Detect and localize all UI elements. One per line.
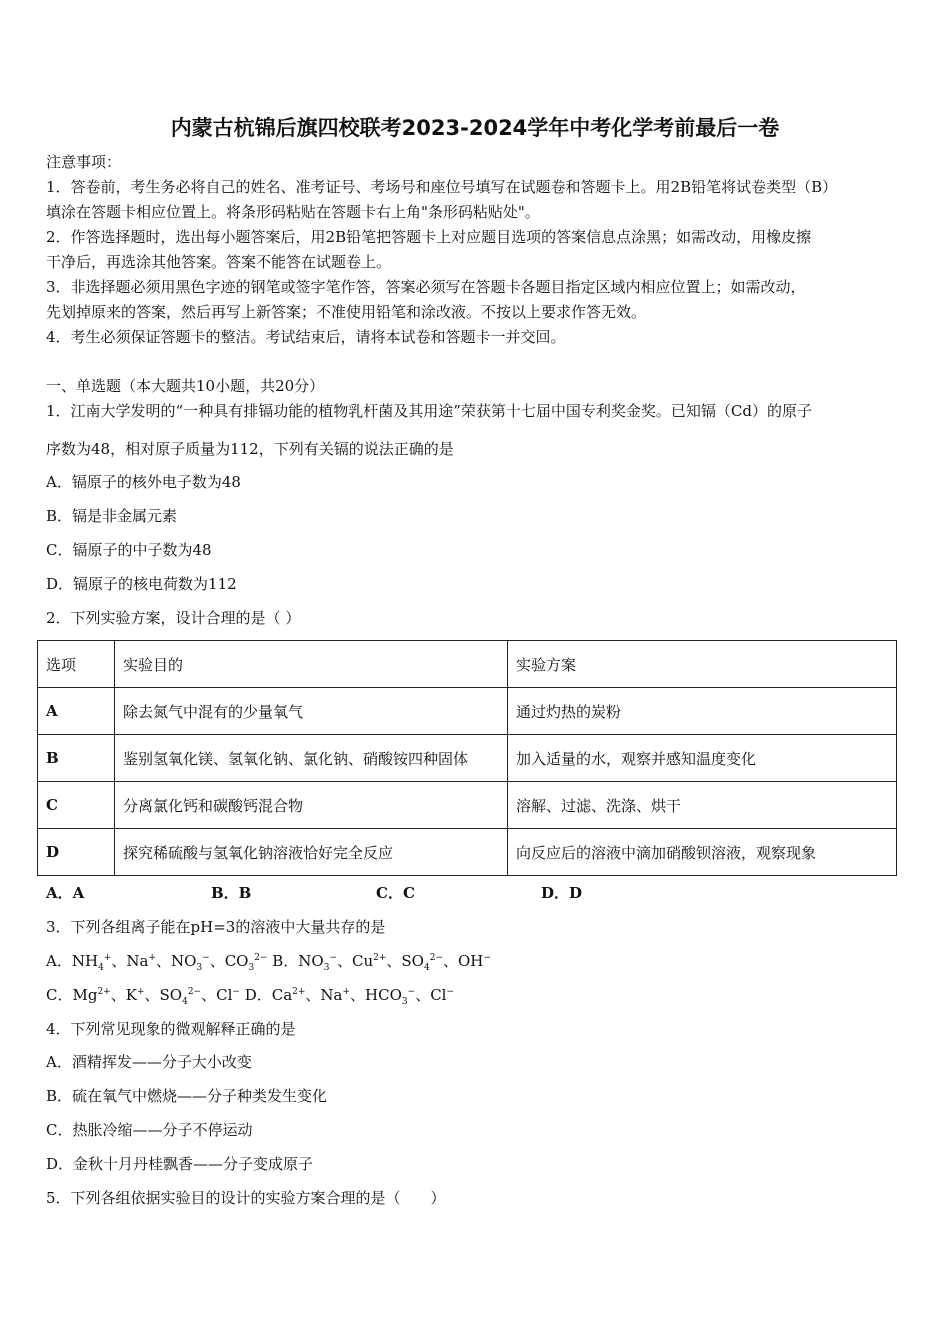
table-row [38, 782, 897, 829]
superscript: 2− [187, 987, 202, 997]
table-cell: D [38, 829, 115, 876]
q5-stem: 5．下列各组依据实验目的设计的实验方案合理的是（ ） [46, 1189, 446, 1207]
text: A． [46, 952, 72, 970]
notice-line: 干净后，再选涂其他答案。答案不能答在试题卷上。 [46, 253, 392, 271]
q1-stem: 1．江南大学发明的“一种具有排镉功能的植物乳杆菌及其用途”荣获第十七届中国专利奖金奖。已知镉（Cd）的原子 [46, 402, 812, 420]
superscript: − [483, 953, 491, 963]
text: 、HCO [350, 986, 402, 1004]
q2-choice-b: B．B [211, 884, 252, 902]
text: B．NO [267, 952, 324, 970]
table-cell: 除去氮气中混有的少量氧气 [115, 688, 508, 735]
table-header: 选项 [38, 641, 115, 688]
table-cell: 加入适量的水，观察并感知温度变化 [508, 735, 897, 782]
text: 、K [110, 986, 137, 1004]
q3-options-cd [46, 985, 454, 1005]
text: NH [71, 952, 99, 970]
text: 、Na [305, 986, 343, 1004]
superscript: − [232, 987, 240, 997]
table-row [38, 829, 897, 876]
subscript: 3 [196, 963, 203, 973]
text: 、SO [386, 952, 424, 970]
text: 、Cl [201, 986, 233, 1004]
subscript: 4 [98, 963, 104, 973]
table-row [38, 735, 897, 782]
q3-stem: 3．下列各组离子能在pH=3的溶液中大量共存的是 [46, 918, 386, 936]
text: C．Mg [46, 986, 98, 1004]
superscript: 2+ [292, 987, 306, 997]
superscript: 2− [254, 953, 268, 963]
text: 、Cu [336, 952, 374, 970]
notice-line: 先划掉原来的答案，然后再写上新答案；不准使用铅笔和涂改液。不按以上要求作答无效。 [46, 303, 647, 321]
exam-title: 内蒙古杭锦后旗四校联考2023-2024学年中考化学考前最后一卷 [170, 116, 780, 140]
table-cell: 通过灼热的炭粉 [508, 688, 897, 735]
q4-option-a: A．酒精挥发——分子大小改变 [46, 1053, 252, 1071]
superscript: − [202, 953, 210, 963]
notice-line: 3．非选择题必须用黑色字迹的钢笔或签字笔作答，答案必须写在答题卡各题目指定区域内相应位置上；如需改动， [46, 278, 806, 296]
q4-option-b: B．硫在氧气中燃烧——分子种类发生变化 [46, 1087, 328, 1105]
superscript: + [148, 953, 156, 963]
table-header: 实验目的 [115, 641, 508, 688]
table-cell: 探究稀硫酸与氢氧化钠溶液恰好完全反应 [115, 829, 508, 876]
table-cell: C [38, 782, 115, 829]
text: 、Na [111, 952, 149, 970]
subscript: 4 [182, 997, 188, 1007]
subscript: 4 [423, 963, 430, 973]
text: 、NO [155, 952, 197, 970]
superscript: 2+ [373, 953, 387, 963]
q4-stem: 4．下列常见现象的微观解释正确的是 [46, 1020, 296, 1038]
table-header: 实验方案 [508, 641, 897, 688]
superscript: − [329, 953, 337, 963]
table-row [38, 688, 897, 735]
notice-line: 4．考生必须保证答题卡的整洁。考试结束后，请将本试卷和答题卡一并交回。 [46, 328, 566, 346]
q1-option-c: C．镉原子的中子数为48 [46, 541, 212, 559]
q4-option-d: D．金秋十月丹桂飘香——分子变成原子 [46, 1155, 314, 1173]
q2-choice-d: D．D [541, 884, 583, 902]
text: 、SO [144, 986, 183, 1004]
q2-stem: 2．下列实验方案，设计合理的是（ ） [46, 609, 301, 627]
text: D．Ca [239, 986, 293, 1004]
superscript: + [136, 987, 145, 997]
subscript: 3 [248, 963, 255, 973]
superscript: − [446, 987, 455, 997]
text: 、OH [443, 952, 484, 970]
q2-choice-c: C．C [376, 884, 415, 902]
table-header-row [38, 641, 897, 688]
text: 、CO [209, 952, 249, 970]
table-cell: B [38, 735, 115, 782]
q1-option-b: B．镉是非金属元素 [46, 507, 178, 525]
table-cell: 分离氯化钙和碳酸钙混合物 [115, 782, 508, 829]
notice-heading: 注意事项： [46, 153, 122, 171]
q2-choice-a: A．A [46, 884, 85, 902]
superscript: 2+ [97, 987, 111, 997]
table-cell: A [38, 688, 115, 735]
section-heading: 一、单选题（本大题共10小题，共20分） [46, 377, 325, 395]
subscript: 3 [401, 997, 408, 1007]
superscript: + [342, 987, 351, 997]
table-cell: 溶解、过滤、洗涤、烘干 [508, 782, 897, 829]
subscript: 3 [323, 963, 330, 973]
q4-option-c: C．热胀冷缩——分子不停运动 [46, 1121, 253, 1139]
q1-option-a: A．镉原子的核外电子数为48 [46, 473, 241, 491]
notice-line: 填涂在答题卡相应位置上。将条形码粘贴在答题卡右上角"条形码粘贴处"。 [46, 203, 540, 221]
q2-table [37, 640, 897, 876]
table-cell: 向反应后的溶液中滴加硝酸钡溶液，观察现象 [508, 829, 897, 876]
notice-line: 2．作答选择题时，选出每小题答案后，用2B铅笔把答题卡上对应题目选项的答案信息点涂黑；如需改动，用橡皮擦 [46, 228, 812, 246]
q1-option-d: D．镉原子的核电荷数为112 [46, 575, 237, 593]
text: 、Cl [415, 986, 447, 1004]
notice-line: 1．答卷前，考生务必将自己的姓名、准考证号、考场号和座位号填写在试题卷和答题卡上。用2B铅笔将试卷类型（B） [46, 178, 838, 196]
superscript: 2− [429, 953, 443, 963]
table-cell: 鉴别氢氧化镁、氢氧化钠、氯化钠、硝酸铵四种固体 [115, 735, 508, 782]
q3-options-ab [46, 951, 491, 971]
superscript: − [407, 987, 416, 997]
q1-stem: 序数为48，相对原子质量为112，下列有关镉的说法正确的是 [46, 440, 454, 458]
superscript: + [103, 953, 112, 963]
